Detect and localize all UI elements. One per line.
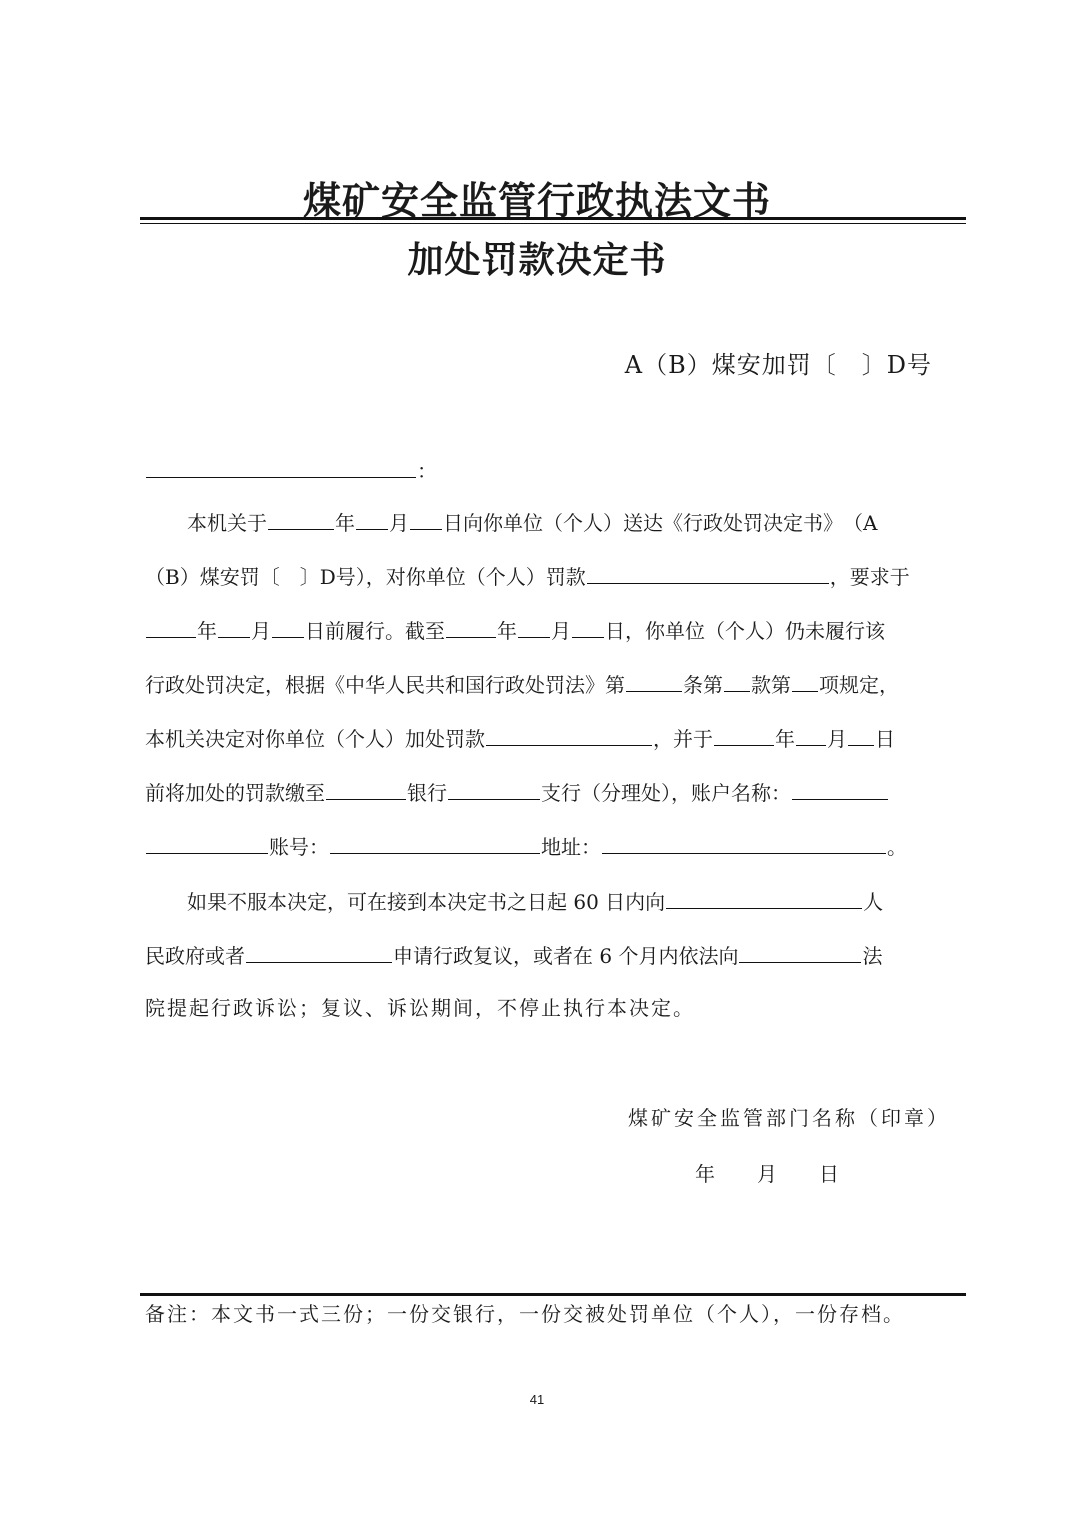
blank-month [218,615,250,638]
paragraph-line-9 [145,940,931,970]
text-segment: ，要求于 [829,565,910,589]
date-year-label: 年 [695,1162,715,1186]
text-segment: 人 [863,890,884,914]
blank-month [518,615,550,638]
title-double-rule [140,217,966,224]
document-subtitle: 加处罚款决定书 [407,240,667,281]
blank-year [268,507,334,530]
text-segment: 账号： [269,835,329,859]
text-segment: 月 [827,727,847,751]
page-number: 41 [529,1392,545,1407]
text-segment: 日向你单位（个人）送达《行政处罚决定书》 （A [443,511,878,535]
blank-item [792,669,818,692]
blank-address [602,831,886,854]
blank-month [356,507,388,530]
issue-date [695,1158,881,1187]
blank-account-number [330,831,540,854]
text-segment: ，并于 [653,727,713,751]
text-segment: 银行 [407,781,447,805]
blank-court [739,940,861,963]
date-day-label: 日 [819,1162,839,1186]
blank-review-body [246,940,392,963]
text-segment: 年 [197,619,217,643]
text-segment: 行政处罚决定，根据《中华人民共和国行政处罚法》第 [145,673,625,697]
text-segment: 年 [335,511,355,535]
paragraph-line-8 [145,886,931,916]
footer-rule [140,1293,966,1296]
recipient-blank [146,455,416,478]
blank-clause [724,669,750,692]
text-segment: 项规定， [819,673,899,697]
text-segment: 本机关于 [187,511,267,535]
blank-year [446,615,496,638]
text-segment: 本机关决定对你单位（个人）加处罚款 [145,727,485,751]
document-title: 煤矿安全监管行政执法文书 [302,179,771,223]
paragraph-line-4 [145,669,931,699]
paragraph-line-3 [145,615,931,645]
blank-bank [326,777,406,800]
date-month-label: 月 [757,1162,777,1186]
blank-branch [448,777,540,800]
text-segment: 年 [497,619,517,643]
text-segment: 前将加处的罚款缴至 [145,781,325,805]
footer-note: 备注：本文书一式三份；一份交银行，一份交被处罚单位（个人），一份存档。 [145,1302,905,1326]
text-segment: 月 [251,619,271,643]
paragraph-line-2 [145,561,931,591]
blank-additional-fine [486,723,652,746]
blank-year [146,615,196,638]
text-segment: 年 [775,727,795,751]
text-segment: 日前履行。截至 [305,619,445,643]
text-segment: 地址： [541,835,601,859]
text-segment: 日 [875,727,895,751]
blank-month [796,723,826,746]
blank-fine-amount [587,561,829,584]
text-segment: 条第 [683,673,723,697]
paragraph-line-10: 院提起行政诉讼；复议、诉讼期间，不停止执行本决定。 [145,996,695,1020]
text-segment: 支行（分理处），账户名称： [541,781,791,805]
blank-day [572,615,604,638]
text-segment: 法 [862,944,883,968]
paragraph-line-7 [145,831,931,861]
issuing-authority-seal: 煤矿安全监管部门名称（印章） [628,1106,950,1130]
text-segment: （B）煤安罚〔 〕D号），对你单位（个人）罚款 [145,565,586,589]
text-segment: 。 [887,835,907,859]
text-segment: 月 [389,511,409,535]
blank-day [272,615,304,638]
recipient-colon: ： [417,459,439,483]
document-number: A（B）煤安加罚〔 〕D号 [624,351,932,379]
blank-day [848,723,874,746]
paragraph-line-1 [145,507,931,537]
blank-article [626,669,682,692]
text-segment: 月 [551,619,571,643]
blank-account-name-cont [146,831,268,854]
text-segment: 款第 [751,673,791,697]
blank-government [666,886,862,909]
blank-day [410,507,442,530]
paragraph-line-6 [145,777,931,807]
text-segment: 民政府或者 [145,944,245,968]
blank-account-name [792,777,888,800]
text-segment: 日，你单位（个人）仍未履行该 [605,619,885,643]
recipient-line [145,455,931,485]
text-segment: 如果不服本决定，可在接到本决定书之日起 60 日内向 [187,890,666,914]
text-segment: 申请行政复议，或者在 6 个月内依法向 [393,944,739,968]
paragraph-line-5 [145,723,931,753]
blank-year [714,723,774,746]
